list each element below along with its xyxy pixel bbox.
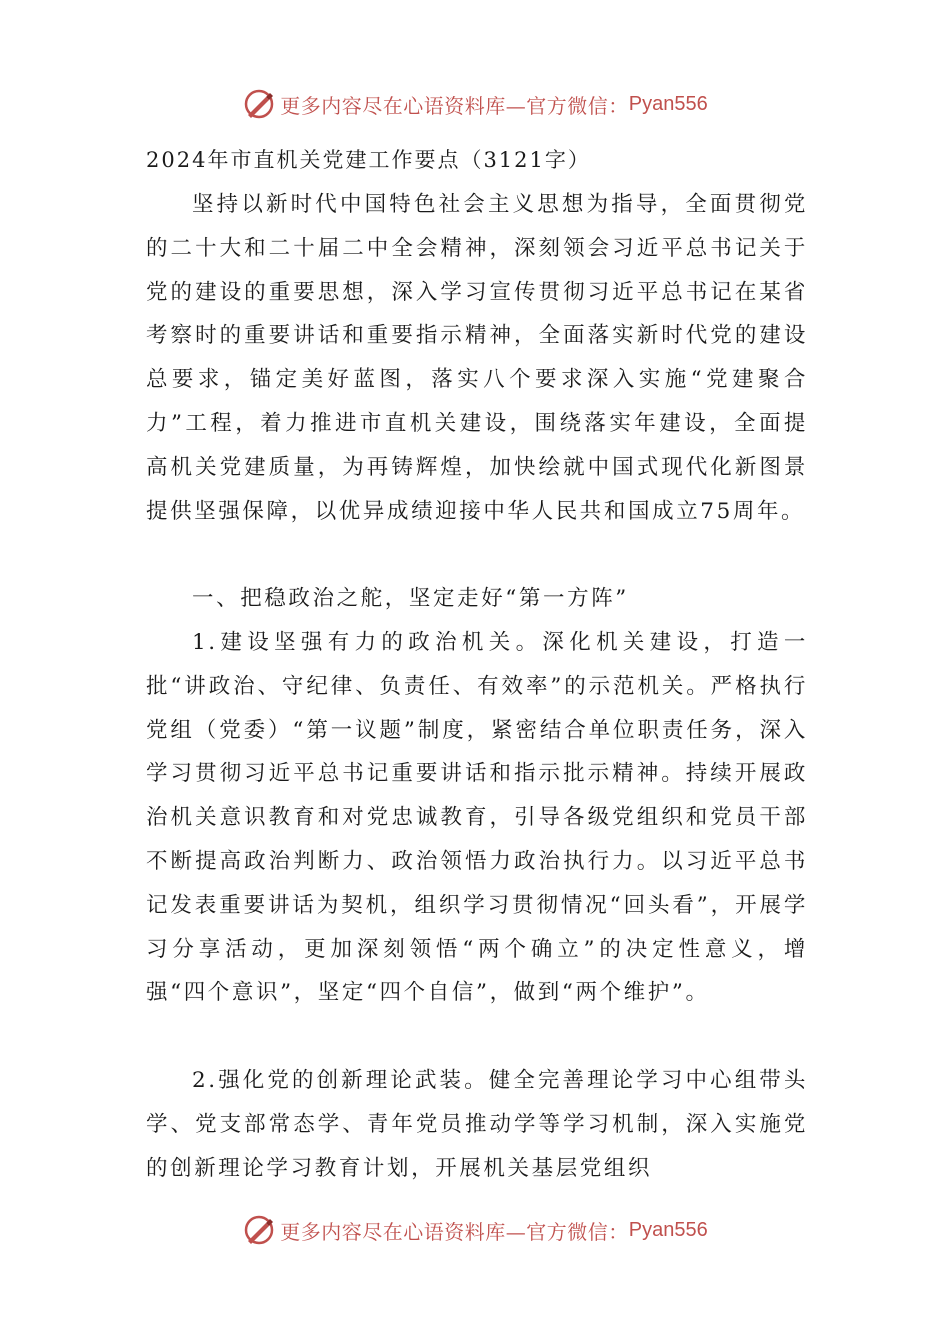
watermark-text: 更多内容尽在心语资料库—官方微信： [280,93,629,118]
section-heading-1: 一、把稳政治之舵，坚定走好“第一方阵” [192,586,629,611]
document-title: 2024年市直机关党建工作要点（3121字） [146,148,591,172]
item-1-paragraph: 1.建设坚强有力的政治机关。深化机关建设，打造一批“讲政治、守纪律、负责任、有效率”的示范机关。严格执行党组（党委）“第一议题”制度，紧密结合单位职责任务，深入学习贯彻习近平总书记重要讲话和指示批示精神。持续开展政治机关意识教育和对党忠诚教育，引导各级党组织和党员干部不断提高政治判断力、政治领悟力政治执行力。以习近平总书记发表重要讲话为契机，组织学习贯彻情况“回头看”，开展学习分享活动，更加深刻领悟“两个确立”的决定性意义，增强“四个意识”，坚定“四个自信”，做到“两个维护”。 [146,630,808,1006]
pen-logo-icon [242,87,276,121]
watermark-text: 更多内容尽在心语资料库—官方微信： [280,1219,629,1244]
watermark-wechat-id: Pyan556 [628,1218,708,1241]
watermark-banner-bottom [0,1210,950,1250]
watermark-banner-top [0,84,950,124]
pen-logo-icon [242,1213,276,1247]
item-2-paragraph: 2.强化党的创新理论武装。健全完善理论学习中心组带头学、党支部常态学、青年党员推动学等学习机制，深入实施党的创新理论学习教育计划，开展机关基层党组织 [146,1068,808,1181]
intro-paragraph: 坚持以新时代中国特色社会主义思想为指导，全面贯彻党的二十大和二十届二中全会精神，深刻领会习近平总书记关于党的建设的重要思想，深入学习宣传贯彻习近平总书记在某省考察时的重要讲话和重要指示精神，全面落实新时代党的建设总要求，锚定美好蓝图，落实八个要求深入实施“党建聚合力”工程，着力推进市直机关建设，围绕落实年建设，全面提高机关党建质量，为再铸辉煌，加快绘就中国式现代化新图景提供坚强保障，以优异成绩迎接中华人民共和国成立75周年。 [146,192,808,524]
watermark-wechat-id: Pyan556 [628,92,708,115]
